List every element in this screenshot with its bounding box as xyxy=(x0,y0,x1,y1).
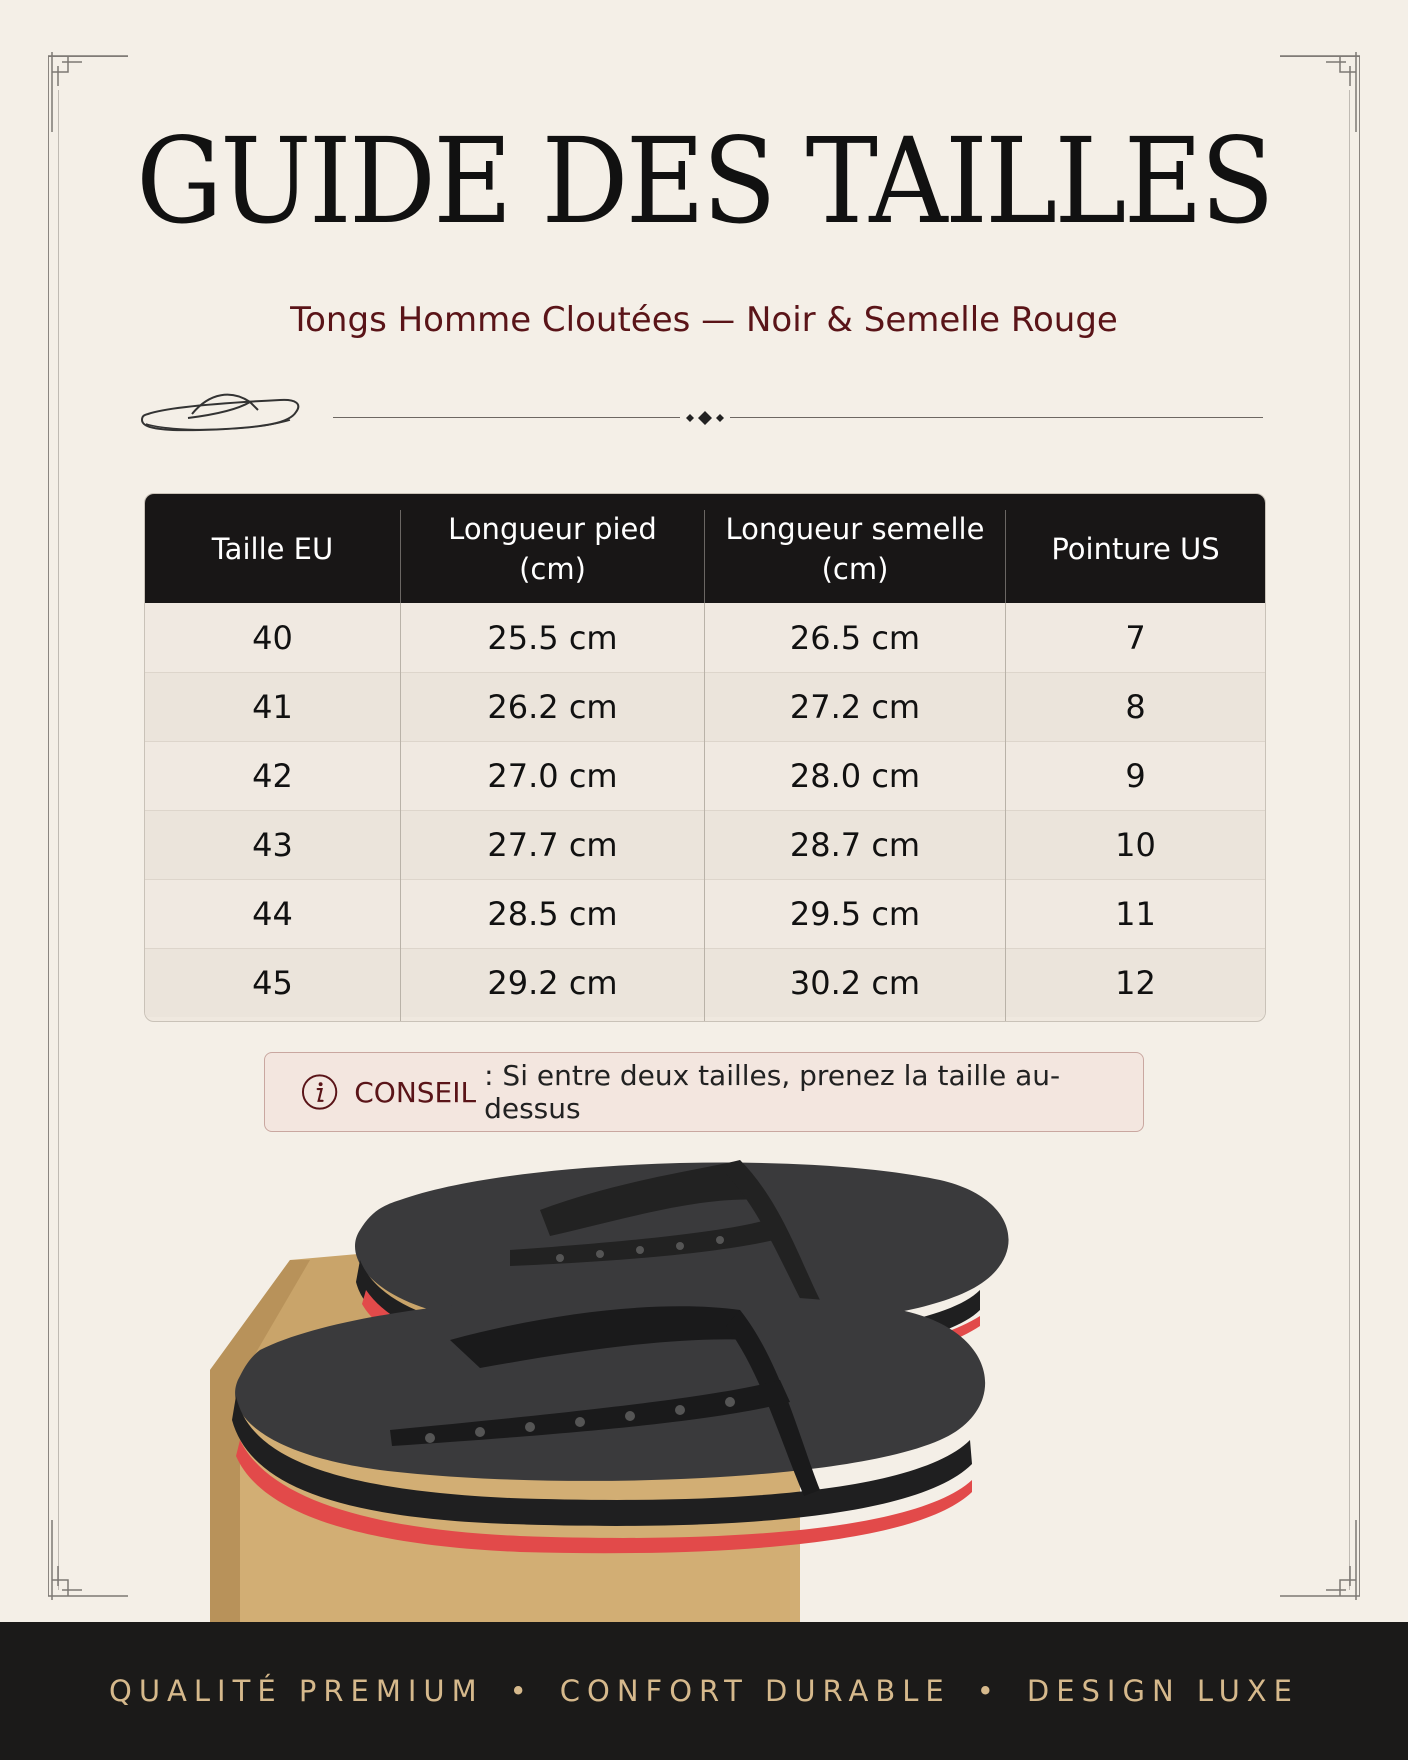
table-row xyxy=(145,603,1265,672)
header-foot-length-line2: (cm) xyxy=(519,551,586,586)
row-divider xyxy=(145,672,1265,673)
cell-us: 12 xyxy=(1115,963,1156,1002)
info-icon xyxy=(301,1073,338,1111)
diamond-ornament-icon xyxy=(680,408,730,428)
cell-us: 8 xyxy=(1125,687,1146,726)
cell-sole: 30.2 cm xyxy=(789,963,921,1002)
cell-eu: 40 xyxy=(252,618,293,657)
cell-eu: 45 xyxy=(252,963,293,1002)
frame-right-line xyxy=(1359,56,1360,1596)
header-eu-size-label: Taille EU xyxy=(211,531,334,566)
header-foot-length xyxy=(401,494,704,603)
corner-ornament-bottom-left xyxy=(48,1520,128,1600)
cell-eu: 44 xyxy=(252,894,293,933)
footer-separator: • xyxy=(976,1674,1001,1708)
corner-ornament-bottom-right xyxy=(1280,1520,1360,1600)
cell-us: 11 xyxy=(1115,894,1156,933)
page-title: GUIDE DES TAILLES xyxy=(136,112,1272,250)
table-row xyxy=(145,879,1265,948)
corner-ornament-top-right xyxy=(1280,52,1360,132)
frame-left-line xyxy=(48,56,49,1596)
header-sole-length-line2: (cm) xyxy=(821,551,889,586)
tip-box xyxy=(264,1052,1144,1132)
row-divider xyxy=(145,741,1265,742)
cell-us: 7 xyxy=(1125,618,1146,657)
page-subtitle: Tongs Homme Cloutées — Noir & Semelle Rouge xyxy=(290,300,1118,340)
footer-item-quality: QUALITÉ PREMIUM xyxy=(109,1674,484,1708)
cell-eu: 41 xyxy=(252,687,293,726)
row-divider xyxy=(145,879,1265,880)
header-us-size-label: Pointure US xyxy=(1051,531,1220,566)
tip-label: CONSEIL xyxy=(354,1075,477,1109)
header-divider xyxy=(400,510,401,603)
header-sole-length xyxy=(705,494,1005,603)
header-divider xyxy=(704,510,705,603)
table-header xyxy=(145,494,1265,603)
cell-foot: 27.0 cm xyxy=(487,756,618,795)
cell-sole: 28.7 cm xyxy=(789,825,921,864)
table-row xyxy=(145,672,1265,741)
cell-sole: 26.5 cm xyxy=(789,618,921,657)
table-row xyxy=(145,741,1265,810)
size-table xyxy=(144,493,1266,1022)
cell-eu: 43 xyxy=(252,825,293,864)
table-row xyxy=(145,948,1265,1017)
row-divider xyxy=(145,948,1265,949)
column-divider xyxy=(1005,603,1006,1021)
header-eu-size xyxy=(145,494,400,603)
header-sole-length-line1: Longueur semelle xyxy=(725,511,985,546)
table-row xyxy=(145,810,1265,879)
cell-us: 9 xyxy=(1125,756,1146,795)
footer-banner xyxy=(0,1622,1408,1760)
footer-tagline xyxy=(109,1674,1299,1708)
cell-foot: 28.5 cm xyxy=(487,894,618,933)
cell-eu: 42 xyxy=(252,756,293,795)
header-divider xyxy=(1005,510,1006,603)
footer-item-design: DESIGN LUXE xyxy=(1026,1674,1299,1708)
header-foot-length-line1: Longueur pied xyxy=(448,511,657,546)
flip-flop-icon xyxy=(140,388,302,442)
cell-sole: 28.0 cm xyxy=(789,756,921,795)
cell-foot: 29.2 cm xyxy=(487,963,618,1002)
cell-foot: 27.7 cm xyxy=(487,825,618,864)
corner-ornament-top-left xyxy=(48,52,128,132)
row-divider xyxy=(145,810,1265,811)
column-divider xyxy=(704,603,705,1021)
section-divider xyxy=(333,417,1263,418)
cell-foot: 26.2 cm xyxy=(487,687,618,726)
cell-us: 10 xyxy=(1115,825,1156,864)
tip-text: : Si entre deux tailles, prenez la taille au-dessus xyxy=(484,1059,1061,1125)
footer-separator: • xyxy=(509,1674,534,1708)
product-photo-flip-flops xyxy=(180,1140,1230,1622)
column-divider xyxy=(400,603,401,1021)
header-us-size xyxy=(1006,494,1265,603)
footer-item-comfort: CONFORT DURABLE xyxy=(559,1674,951,1708)
cell-sole: 27.2 cm xyxy=(789,687,921,726)
cell-foot: 25.5 cm xyxy=(487,618,618,657)
cell-sole: 29.5 cm xyxy=(789,894,921,933)
